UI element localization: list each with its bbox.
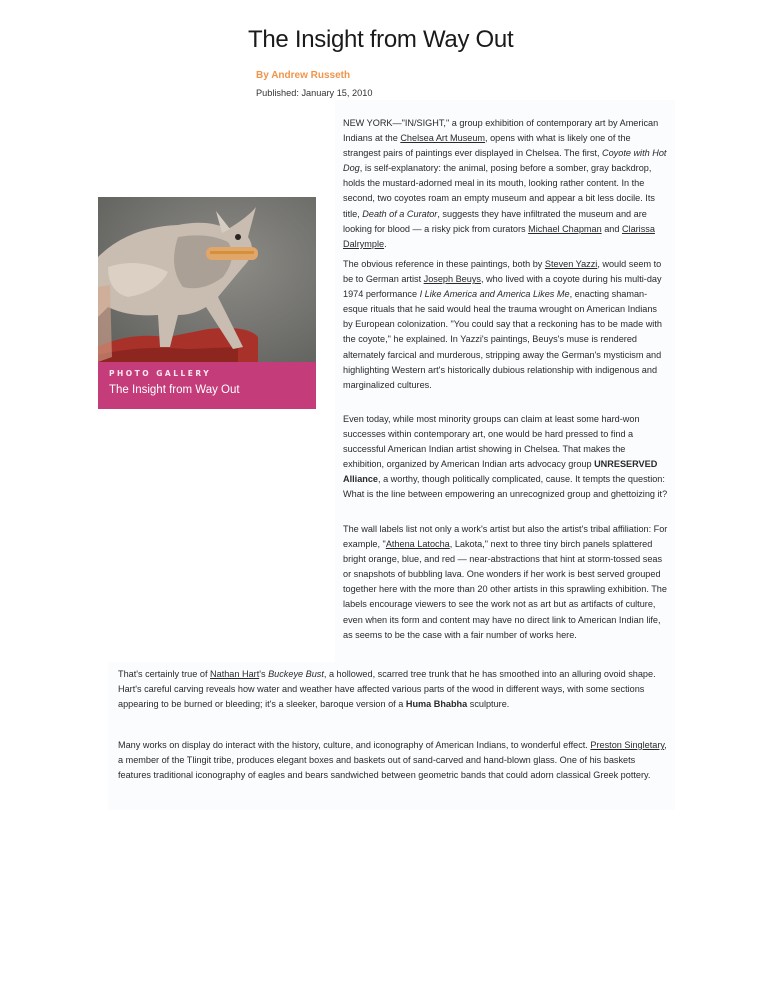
coyote-painting-image — [98, 197, 316, 362]
text: and — [601, 223, 622, 234]
text: Many works on display do interact with the history, culture, and iconography of American Indians, to wonderful effect. — [118, 740, 591, 750]
artist-name: Huma Bhabha — [405, 699, 468, 710]
link-athena-latocha[interactable]: Athena Latocha — [385, 539, 450, 550]
link-michael-chapman[interactable]: Michael Chapman — [528, 223, 602, 234]
published-date: Published: January 15, 2010 — [256, 88, 373, 98]
artwork-title: Death of a Curator — [362, 208, 438, 219]
text: , a hollowed, scarred tree trunk that he has smoothed into an alluring ovoid shape. Hart's careful carving reveals how water and weather have affected various parts of the wood in different ways, with some sections appearing to be burned or bleeding; it's a sleeker, baroque version of a — [118, 669, 656, 710]
text: , is self-explanatory: the animal, posing before a somber, gray backdrop, holds the mustard-adorned meal in its mouth, looking rather content. In the second, two coyotes roam an empty museum and appear a bit less docile. Its title, — [343, 163, 655, 219]
paragraph-4 — [343, 522, 668, 643]
text: The wall labels list not only a work's artist but also the artist's tribal affiliation: For example, " — [343, 524, 668, 550]
text: That's certainly true of — [118, 669, 211, 679]
text: , suggests they have infiltrated the museum and are looking for blood — a risky pick from curators — [343, 208, 647, 234]
text: NEW YORK—"IN/SIGHT," a group exhibition of contemporary art by American Indians at the — [343, 118, 659, 144]
link-preston-singletary[interactable]: Preston Singletary — [590, 740, 665, 750]
text: , who lived with a coyote during his multi-day 1974 performance — [343, 274, 662, 300]
paragraph-3 — [343, 412, 668, 503]
link-steven-yazzi[interactable]: Steven Yazzi — [544, 259, 598, 269]
organization-name: UNRESERVED Alliance — [343, 459, 658, 485]
paragraph-5 — [118, 667, 668, 712]
text: 's — [259, 669, 269, 679]
artwork-title: Coyote with Hot Dog — [343, 148, 667, 174]
text: , Lakota," next to three tiny birch panels splattered bright orange, blue, and red — near-abstractions that hint at storm-tossed seas or snapshots of bubbling lava. One wonders if her work is best served grouped together here with the more than 20 other artists in this sprawling exhibition. The labels encourage viewers to see the work not as art but as artifacts of culture, even when its form and content may have no direct link to American Indian life, as seems to be the case with a fair number of works here. — [343, 539, 667, 640]
article-title: The Insight from Way Out — [248, 26, 514, 53]
photo-gallery-thumbnail[interactable] — [98, 197, 316, 409]
text: , would seem to be to German artist — [343, 259, 662, 285]
text: , opens with what is likely one of the strangest pairs of paintings ever displayed in Chelsea. The first, — [343, 133, 631, 159]
text: , a worthy, though politically complicated, cause. It tempts the question: What is the line between empowering an unrecognized group and ghettoizing it? — [343, 474, 668, 500]
text: The obvious reference in these paintings, both by — [343, 259, 545, 269]
paragraph-1 — [343, 116, 668, 252]
link-joseph-beuys[interactable]: Joseph Beuys — [423, 274, 481, 285]
author-byline[interactable]: By Andrew Russeth — [256, 70, 351, 81]
artwork-title: Buckeye Bust — [268, 669, 324, 679]
gallery-caption[interactable] — [98, 362, 316, 409]
text: Even today, while most minority groups can claim at least some hard-won successes within contemporary art, one would be hard pressed to find a successful American Indian artist showing in Chelsea. That makes the exhibition, organized by American Indian arts advocacy group — [343, 414, 640, 470]
text: . — [384, 238, 387, 249]
gallery-title[interactable]: The Insight from Way Out — [109, 384, 240, 396]
link-nathan-hart[interactable]: Nathan Hart — [210, 669, 260, 679]
paragraph-2 — [343, 257, 668, 393]
link-clarissa-dalrymple[interactable]: Clarissa Dalrymple — [343, 223, 655, 249]
gallery-label: PHOTO GALLERY — [109, 369, 212, 378]
link-chelsea-art-museum[interactable]: Chelsea Art Museum — [400, 133, 486, 144]
artwork-title: I Like America and America Likes Me — [419, 289, 570, 300]
text: , enacting shaman-esque rituals that he said would heal the trauma wrought on American Indians by European colonization. "You could say that a reckoning has to be made with the coyote," he explained. In Yazzi's paintings, Beuys's muse is rendered alternately farcical and murderous, stripping away the German's mysticism and highlighting Western art's historically dubious relationship with indigenous and marginalized cultures. — [343, 289, 662, 390]
text: sculpture. — [467, 699, 510, 710]
paragraph-6 — [118, 738, 668, 783]
text: , a member of the Tlingit tribe, produces elegant boxes and baskets out of sand-carved and hand-blown glass. One of his baskets features traditional iconography of eagles and bears sandwiched between geometric bands that could adorn classical Greek pottery. — [118, 740, 667, 781]
